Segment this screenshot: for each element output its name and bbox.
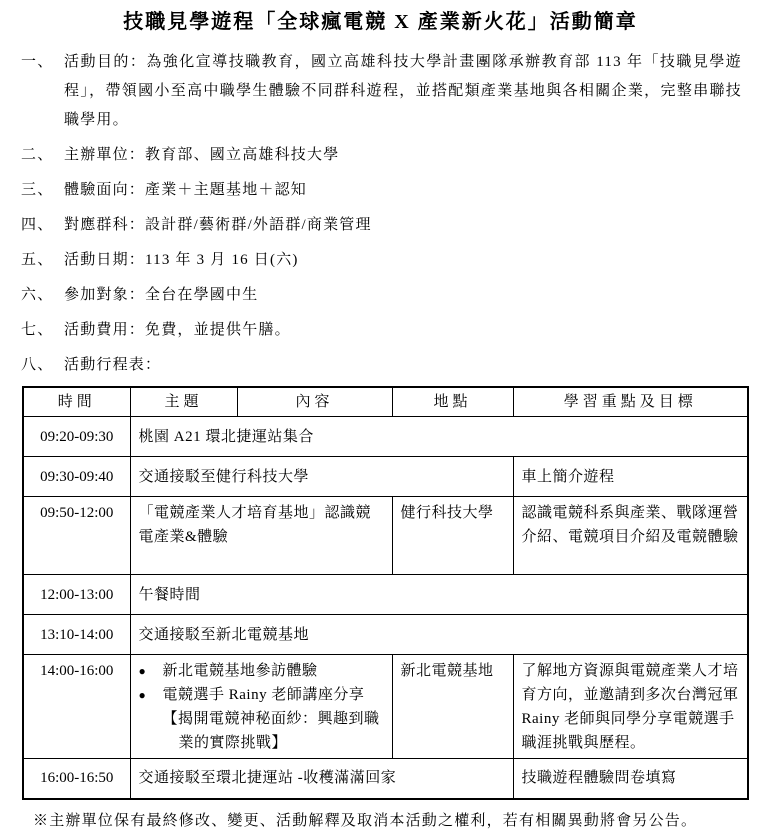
item-text: 對應群科：設計群/藝術群/外語群/商業管理: [64, 217, 372, 233]
item-marker: 七、: [21, 322, 54, 338]
item-text: 活動日期：113 年 3 月 16 日(六): [64, 252, 299, 268]
time-cell: 12:00-13:00: [23, 575, 130, 615]
goal-cell: 技職遊程體驗問卷填寫: [513, 759, 748, 799]
item-text: 主辦單位：教育部、國立高雄科技大學: [64, 147, 340, 163]
main-cell: [130, 655, 392, 759]
list-item-date: [21, 246, 742, 275]
item-text: 活動費用：免費，並提供午膳。: [64, 322, 291, 338]
list-item-purpose: [21, 48, 742, 135]
bullet-icon: ●: [138, 664, 147, 678]
list-item-participants: [21, 281, 742, 310]
bullet-text: 新北電競基地參訪體驗: [162, 663, 318, 679]
bullet-icon: ●: [138, 688, 147, 702]
schedule-row-1200: [23, 575, 748, 615]
item-text: 參加對象：全台在學國中生: [64, 287, 259, 303]
bullet-item: [139, 683, 384, 755]
item-text: 體驗面向：產業＋主題基地＋認知: [64, 182, 308, 198]
list-item-fee: [21, 316, 742, 345]
bullet-note: 【揭開電競神秘面紗：興趣到職業的實際挑戰】: [162, 711, 380, 751]
item-marker: 一、: [21, 54, 54, 70]
list-item-organizer: [21, 141, 742, 170]
page-title: 技職見學遊程「全球瘋電競 X 產業新火花」活動簡章: [123, 11, 638, 33]
header-location: 地點: [392, 387, 513, 417]
footnote: ※主辦單位保有最終修改、變更、活動解釋及取消本活動之權利，若有相關異動將會另公告。: [33, 812, 698, 829]
header-time: 時間: [23, 387, 130, 417]
goal-cell: 了解地方資源與電競產業人才培育方向，並邀請到多次台灣冠軍 Rainy 老師與同學分享電競選手職涯挑戰與歷程。: [513, 655, 748, 759]
time-cell: 09:30-09:40: [23, 457, 130, 497]
main-cell: 交通接駁至健行科技大學: [130, 457, 513, 497]
list-item-itinerary: [21, 351, 742, 380]
schedule-header-row: [23, 387, 748, 417]
list-item-experience-aspects: [21, 176, 742, 205]
bullet-item: [139, 659, 384, 683]
schedule-row-1600: [23, 759, 748, 799]
main-cell: 交通接駁至新北電競基地: [130, 615, 748, 655]
schedule-row-1310: [23, 615, 748, 655]
schedule-table: [22, 386, 749, 800]
item-marker: 五、: [21, 252, 54, 268]
header-goal: 學習重點及目標: [513, 387, 748, 417]
schedule-row-0920: [23, 417, 748, 457]
location-cell: 健行科技大學: [392, 497, 513, 575]
location-cell: 新北電競基地: [392, 655, 513, 759]
schedule-row-0930: [23, 457, 748, 497]
goal-cell: 車上簡介遊程: [513, 457, 748, 497]
item-marker: 六、: [21, 287, 54, 303]
info-list: [21, 48, 742, 380]
schedule-row-0950: [23, 497, 748, 575]
main-cell: 桃園 A21 環北捷運站集合: [130, 417, 748, 457]
item-marker: 三、: [21, 182, 54, 198]
item-text: 活動目的：為強化宣導技職教育，國立高雄科技大學計畫團隊承辦教育部 113 年「技職見學遊程」，帶領國小至高中職學生體驗不同群科遊程，並搭配類產業基地與各相關企業，完整串聯技職學用。: [64, 54, 742, 128]
goal-cell: 認識電競科系與產業、戰隊運營介紹、電競項目介紹及電競體驗: [513, 497, 748, 575]
list-item-subject-groups: [21, 211, 742, 240]
time-cell: 16:00-16:50: [23, 759, 130, 799]
header-content: 內容: [237, 387, 392, 417]
bullet-text: [163, 683, 384, 755]
item-text: 活動行程表：: [64, 357, 162, 373]
header-theme: 主題: [130, 387, 237, 417]
item-marker: 八、: [21, 357, 54, 373]
schedule-row-1400: [23, 655, 748, 759]
item-marker: 四、: [21, 217, 54, 233]
item-marker: 二、: [21, 147, 54, 163]
main-cell: 「電競產業人才培育基地」認識競電產業&體驗: [130, 497, 392, 575]
bullet-text-line: 電競選手 Rainy 老師講座分享: [162, 687, 365, 703]
main-cell: 交通接駁至環北捷運站 -收穫滿滿回家: [130, 759, 513, 799]
time-cell: 14:00-16:00: [23, 655, 130, 759]
time-cell: 09:20-09:30: [23, 417, 130, 457]
main-cell: 午餐時間: [130, 575, 748, 615]
time-cell: 13:10-14:00: [23, 615, 130, 655]
time-cell: 09:50-12:00: [23, 497, 130, 575]
